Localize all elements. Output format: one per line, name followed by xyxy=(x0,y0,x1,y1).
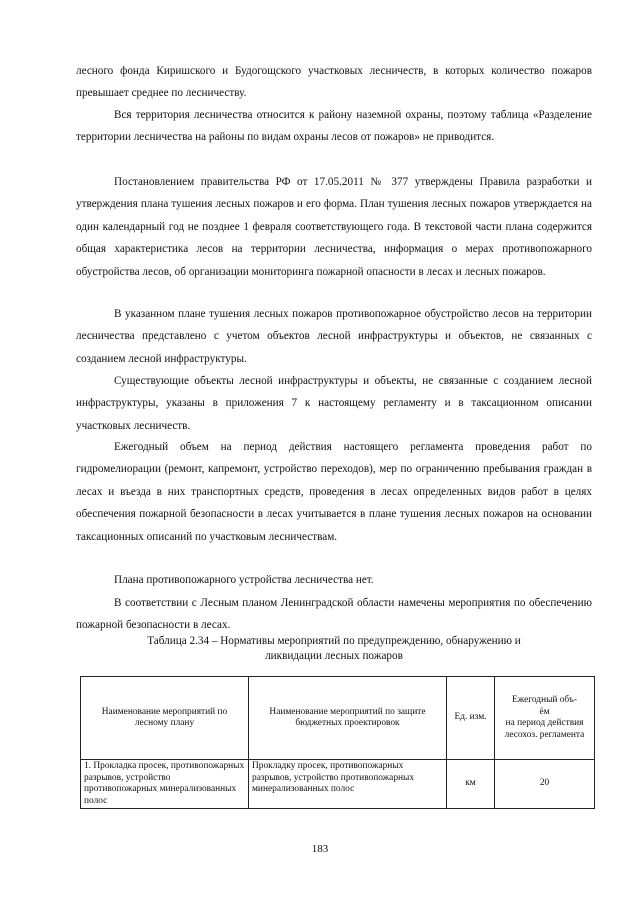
paragraph-7: Плана противопожарного устройства лесничества нет. xyxy=(114,574,374,586)
paragraph-5: Существующие объекты лесной инфраструктуры и объекты, не связанные с созданием лесной инфраструктуры, указаны в приложения 7 к настоящему регламенту и в таксационном описании участковых лесничеств. xyxy=(76,375,592,432)
paragraph-8: В соответствии с Лесным планом Ленинградской области намечены мероприятия по обеспечению пожарной безопасности в лесах. xyxy=(76,597,592,632)
header-annual-volume xyxy=(495,677,595,760)
table-caption xyxy=(76,634,592,664)
header-annual-volume-line-1: Ежегодный объ- xyxy=(512,695,577,705)
header-plan-activities: Наименование мероприятий по лесному плану xyxy=(81,677,249,760)
table-caption-line-2: ликвидации лесных пожаров xyxy=(265,650,403,662)
header-annual-volume-line-2: ём xyxy=(539,706,550,717)
paragraph-1: лесного фонда Киришского и Будогощского участковых лесничеств, в которых количество пожаров превышает среднее по лесничеству. xyxy=(76,65,592,100)
table-caption-line-1: Таблица 2.34 – Нормативы мероприятий по предупреждению, обнаружению и xyxy=(147,635,521,647)
norms-table xyxy=(80,676,595,809)
paragraph-2: Вся территория лесничества относится к району наземной охраны, поэтому таблица «Разделение территории лесничества на районы по видам охраны лесов от пожаров» не приводится. xyxy=(76,109,592,144)
cell-plan-activity: 1. Прокладка просек, противопожарных разрывов, устройство противопожарных минерализованных полос xyxy=(81,760,249,809)
header-annual-volume-line-3: на период действия лесохоз. регламента xyxy=(504,718,585,740)
paragraph-4: В указанном плане тушения лесных пожаров противопожарное обустройство лесов на территории лесничества представлено с учетом объектов лесной инфраструктуры и объектов, не связанных с созданием лесной инфраструктуры. xyxy=(76,308,592,365)
paragraph-3: Постановлением правительства РФ от 17.05.2011 № 377 утверждены Правила разработки и утверждения плана тушения лесных пожаров и его форма. План тушения лесных пожаров утверждается на один календарный год не позднее 1 февраля соответствующего года. В текстовой части плана содержится общая характеристика лесов на территории лесничества, информация о мерах противопожарного обустройства лесов, об организации мониторинга пожарной опасности в лесах и лесных пожаров. xyxy=(76,176,592,278)
cell-volume: 20 xyxy=(495,760,595,809)
cell-unit: км xyxy=(447,760,495,809)
paragraph-6: Ежегодный объем на период действия настоящего регламента проведения работ по гидромелиорации (ремонт, капремонт, устройство переходов), мер по ограничению пребывания граждан в лесах и въезда в них транспортных средств, проведения в лесах определенных видов работ в целях обеспечения пожарной безопасности в лесах учитывается в плане тушения лесных пожаров на основании таксационных описаний по участковым лесничествам. xyxy=(76,441,592,543)
header-unit: Ед. изм. xyxy=(447,677,495,760)
table-header-row xyxy=(81,677,595,760)
cell-budget-activity: Прокладку просек, противопожарных разрывов, устройство противопожарных минерализованных полос xyxy=(249,760,447,809)
table-row xyxy=(81,760,595,809)
header-budget-activities: Наименование мероприятий по защите бюджетных проектировок xyxy=(249,677,447,760)
page-number: 183 xyxy=(311,843,329,855)
